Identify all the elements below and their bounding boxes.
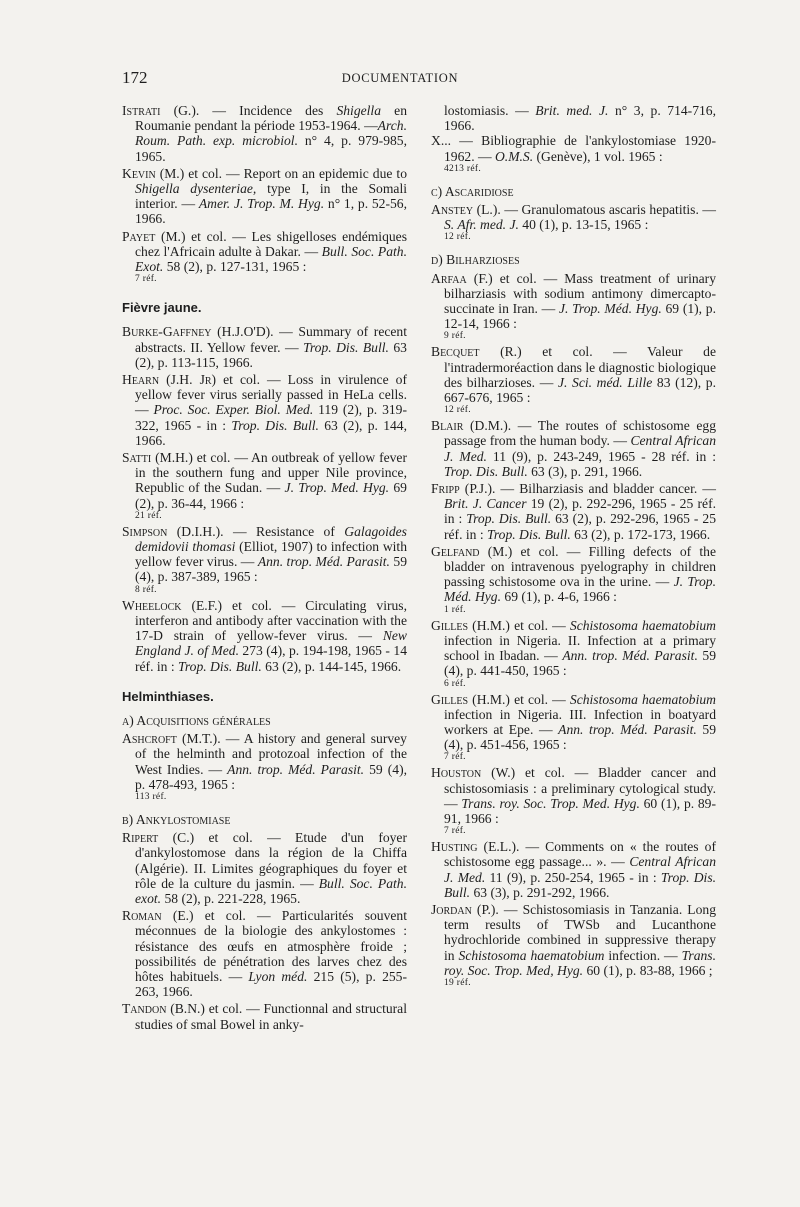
entry-journal: Trop. Dis. Bull. (178, 658, 262, 674)
entry-italic: Schistosoma haematobium (569, 691, 716, 707)
entry-author: Satti (M.H.) (122, 450, 193, 466)
entry-text: et col. — Les shigelloses endémiques chez l'Africain adulte à Dakar. — (135, 228, 408, 259)
entry-text: 63 (3), p. 291, 1966. (527, 463, 643, 479)
entry-text: n° 1, p. 52-56, 1966. (135, 196, 407, 227)
entry-journal: Amer. J. Trop. M. Hyg. (198, 196, 325, 212)
entry-text: et col. — An outbreak of yellow fever in the southern fung and upper Nile province, Republic of the Sudan. — (135, 450, 407, 496)
entry-text: 59 (4), p. 478-493, 1965 : (135, 761, 407, 792)
left-column (122, 103, 407, 1032)
entry-author: Ashcroft (M.T.). (122, 731, 221, 747)
entry-text: 11 (9), p. 243-249, 1965 - 28 réf. in : (486, 448, 716, 464)
entry-text: — Granulomatous ascaris hepatitis. — (500, 202, 717, 218)
page-header (0, 68, 800, 92)
entry-author: Blair (D.M.). (431, 418, 512, 434)
entry-journal: Central African J. Med. (444, 854, 716, 885)
entry-author: Fripp (P.J.). (431, 481, 496, 497)
entry-journal: S. Afr. med. J. (444, 217, 519, 233)
bibliography-entry (122, 324, 407, 370)
entry-text: 273 (4), p. 194-198, 1965 - 14 réf. in : (135, 643, 407, 674)
bibliography-entry (122, 830, 407, 906)
entry-text: lostomiasis. — (444, 103, 536, 118)
entry-author: Houston (W.) (431, 765, 516, 781)
entry-italic: Shigella dysenteriae, (135, 181, 257, 197)
entry-text: 119 (2), p. 319-322, 1965 - in : (135, 402, 407, 433)
entry-text: 60 (1), p. 83-88, 1966 ; (583, 962, 713, 978)
entry-text: 40 (1), p. 13-15, 1965 : (518, 217, 649, 233)
entry-italic: Galagoides demidovii thomasi (135, 523, 407, 555)
entry-journal: Ann. trop. Méd. Parasit. (558, 721, 697, 737)
entry-ref-count: 12 réf. (444, 232, 471, 243)
entry-text: et col. — Bladder cancer and schistosomiasis : a preliminary cytological study. — (444, 765, 716, 811)
entry-journal: Trop. Dis. Bull. (487, 526, 571, 542)
entry-journal: Trop. Dis. Bull. (231, 417, 319, 433)
entry-text: 63 (2), p. 172-173, 1966. (570, 526, 711, 542)
entry-text: 63 (3), p. 291-292, 1966. (470, 884, 610, 900)
bibliography-entry (122, 524, 407, 596)
entry-author: Wheelock (E.F.) (122, 597, 223, 613)
entry-author: Becquet (R.) (431, 344, 522, 360)
entry-text: infection in Nigeria. III. Infection in boatyard workers at Epe. — (444, 706, 716, 737)
section-heading: Fièvre jaune. (122, 300, 202, 316)
entry-text: — Schistosomiasis in Tanzania. Long term results of TWSb and Lucanthone hydrochloride combined in suppressive therapy in (444, 901, 716, 963)
entry-journal: Ann. trop. Méd. Parasit. (227, 761, 365, 777)
bibliography-entry (122, 1001, 407, 1031)
entry-author: Tandon (B.N.) (122, 1001, 205, 1017)
bibliography-entry (431, 344, 716, 416)
entry-journal: J. Trop. Med. Hyg. (284, 480, 390, 496)
entry-text: type I, in the Somali interior. — (135, 181, 407, 212)
entry-author: Roman (E.) (122, 908, 194, 924)
entry-ref-count: 7 réf. (135, 274, 157, 285)
entry-italic: Schistosoma haematobium (569, 617, 716, 633)
entry-ref-count: 12 réf. (444, 405, 471, 416)
entry-text: 69 (2), p. 36-44, 1966 : (135, 480, 407, 511)
entry-author: Gilles (H.M.) (431, 691, 510, 707)
bibliography-entry (122, 731, 407, 803)
entry-journal: Lyon méd. (248, 968, 308, 984)
right-column (431, 103, 716, 989)
entry-text: (Elliot, 1907) to infection with yellow fever virus. — (135, 539, 407, 570)
subsection-heading: c) Ascaridiose (431, 183, 514, 199)
entry-text: 59 (4), p. 451-456, 1965 : (444, 721, 716, 753)
entry-journal: Ann. trop. Méd. Parasit. (562, 648, 698, 664)
entry-text: — Comments on « the routes of schistosome egg passage... ». — (444, 839, 716, 870)
entry-journal: Trans. roy. Soc. Trop. Med, Hyg. (444, 947, 716, 978)
bibliography-entry (431, 839, 716, 900)
entry-ref-count: 9 réf. (444, 331, 466, 342)
bibliography-entry (122, 450, 407, 522)
entry-text: en Roumanie pendant la période 1953-1964. — (135, 103, 408, 134)
entry-text: et col. — Mass treatment of urinary bilharziasis with sodium antimony dimercapto-succinate in Iran. — (444, 270, 716, 317)
bibliography-entry (431, 481, 716, 542)
entry-text: — Summary of recent abstracts. II. Yellow fever. — (135, 324, 407, 355)
entry-journal: Trop. Dis. Bull. (444, 463, 528, 479)
subsection-heading: d) Bilharzioses (431, 252, 520, 268)
bibliography-entry (431, 271, 716, 343)
entry-author: Kevin (M.) (122, 165, 185, 181)
entry-text: 83 (12), p. 667-676, 1965 : (444, 374, 716, 406)
entry-author: Husting (E.L.). (431, 839, 520, 855)
bibliography-entry (431, 202, 716, 243)
entry-text: et col. — Particularités souvent méconnues de la biologie des ankylostomes : résistance des œufs en atmosphère froide ; possibilités de pénétration des larves chez des hôtes habituels. — (135, 908, 407, 984)
entry-italic: Shigella (336, 103, 382, 118)
entry-text: et col. — (509, 617, 570, 633)
entry-text: — The routes of schistosome egg passage from the human body. — (444, 418, 716, 449)
entry-text: et col. — Report on an epidemic due to (184, 165, 407, 181)
bibliography-entry (122, 908, 407, 999)
entry-text: — Bibliographie de l'ankylostomiase 1920-1962. — (444, 133, 716, 164)
entry-journal: Bull. Soc. Path. exot. (135, 875, 407, 906)
entry-text: 19 (2), p. 292-296, 1965 - 25 réf. in : (444, 496, 717, 527)
entry-ref-count: 21 réf. (135, 510, 162, 521)
entry-author: Gilles (H.M.) (431, 617, 510, 633)
entry-author: Payet (M.) (122, 228, 186, 244)
entry-journal: Brit. med. J. (535, 103, 609, 118)
bibliography-entry (431, 418, 716, 479)
entry-text: 59 (4), p. 441-450, 1965 : (444, 648, 717, 679)
entry-text: n° 4, p. 979-985, 1965. (135, 133, 407, 164)
entry-journal: New England J. of Med. (135, 628, 407, 659)
entry-text: et col. — Filling defects of the bladder on intravenous pyelography in children passing schistosome ova in the urine. — (444, 543, 716, 590)
entry-text: et col. — Etude d'un foyer d'ankylostomose dans la région de la Chiffa (Algérie). II. Limites géographiques du foyer et rôle de la culture du jasmin. — (135, 830, 407, 891)
entry-author: Anstey (L.). (431, 202, 501, 218)
entry-text: infection. — (604, 947, 682, 963)
bibliography-entry (431, 765, 716, 837)
page-number: 172 (122, 68, 148, 87)
entry-journal: Trop. Dis. Bull. (303, 339, 389, 355)
entry-ref-count: 7 réf. (444, 826, 466, 837)
section-heading: Helminthiases. (122, 688, 214, 704)
entry-ref-count: 6 réf. (444, 678, 466, 689)
bibliography-entry (122, 229, 407, 286)
entry-text: 63 (2), p. 144-145, 1966. (261, 658, 402, 674)
entry-text: 69 (1), p. 12-14, 1966 : (444, 301, 716, 332)
subsection-heading: b) Ankylostomiase (122, 811, 231, 827)
entry-journal: O.M.S. (494, 148, 534, 164)
entry-journal: Bull. Soc. Path. Exot. (135, 243, 408, 275)
entry-text: 63 (2), p. 113-115, 1966. (135, 339, 407, 370)
running-title: DOCUMENTATION (341, 71, 459, 85)
entry-italic: Schistosoma haematobium (458, 947, 605, 963)
entry-text: 58 (2), p. 221-228, 1965. (161, 890, 301, 906)
entry-author: Hearn (J.H. Jr) (122, 372, 217, 388)
entry-ref-count: 19 réf. (444, 977, 471, 988)
bibliography-entry (122, 166, 407, 227)
entry-journal: J. Sci. méd. Lille (557, 374, 653, 390)
entry-journal: Brit. J. Cancer (444, 496, 527, 512)
entry-text: 63 (2), p. 144, 1966. (135, 417, 407, 448)
entry-ref-count: 4213 réf. (444, 163, 481, 174)
entry-text: 59 (4), p. 387-389, 1965 : (135, 554, 407, 585)
entry-text: — Resistance of (223, 523, 345, 539)
entry-text: 11 (9), p. 250-254, 1965 - in : (485, 869, 661, 885)
entry-author: Ripert (C.) (122, 830, 195, 846)
entry-ref-count: 1 réf. (444, 604, 466, 615)
bibliography-entry (122, 103, 407, 164)
entry-author: Burke-Gaffney (H.J.O'D). (122, 324, 274, 340)
bibliography-entry (122, 372, 407, 448)
entry-text: et col. — (509, 691, 570, 707)
entry-text: — Incidence des (199, 103, 337, 118)
entry-journal: Ann. trop. Méd. Parasit. (257, 554, 390, 570)
entry-author: Jordan (P.). (431, 901, 499, 917)
entry-text: 58 (2), p. 127-131, 1965 : (163, 259, 307, 275)
bibliography-entry (431, 692, 716, 764)
entry-author: Istrati (G.). (122, 103, 200, 118)
entry-text: infection in Nigeria. II. Infection at a primary school in Ibadan. — (444, 632, 716, 664)
entry-author: Gelfand (M.) (431, 543, 513, 559)
entry-journal: Proc. Soc. Exper. Biol. Med. (153, 402, 314, 418)
entry-text: et col. — Functionnal and structural studies of smal Bowel in anky- (135, 1001, 407, 1032)
entry-journal: J. Trop. Méd. Hyg. (444, 574, 716, 605)
entry-text: — A history and general survey of the helminth and protozoal infection of the West Indies. — (135, 731, 407, 777)
entry-ref-count: 8 réf. (135, 584, 157, 595)
bibliography-entry (431, 133, 716, 174)
entry-text: 69 (1), p. 4-6, 1966 : (501, 589, 617, 605)
bibliography-entry (431, 618, 716, 690)
bibliography-entry (431, 902, 716, 989)
entry-text: et col. — Loss in virulence of yellow fever virus serially passed in HeLa cells. — (135, 372, 407, 418)
entry-text: n° 3, p. 714-716, 1966. (444, 103, 716, 134)
entry-text: (Genève), 1 vol. 1965 : (533, 148, 663, 164)
entry-ref-count: 113 réf. (135, 791, 167, 802)
entry-journal: Trop. Dis. Bull. (444, 869, 717, 900)
entry-journal: Trans. roy. Soc. Trop. Med. Hyg. (461, 795, 640, 811)
entry-text: 215 (5), p. 255-263, 1966. (135, 968, 407, 1000)
subsection-heading: a) Acquisitions générales (122, 712, 271, 728)
entry-author: X... (431, 133, 452, 149)
entry-author: Arfaa (F.) (431, 270, 493, 286)
entry-continuation (431, 103, 716, 133)
entry-text: — Bilharziasis and bladder cancer. — (495, 481, 716, 497)
entry-journal: Arch. Roum. Path. exp. microbiol. (135, 118, 407, 149)
entry-journal: Trop. Dis. Bull. (466, 511, 552, 527)
entry-text: 60 (1), p. 89-91, 1966 : (444, 795, 716, 826)
entry-journal: Central African J. Med. (444, 433, 716, 464)
entry-ref-count: 7 réf. (444, 752, 466, 763)
entry-author: Simpson (D.I.H.). (122, 523, 224, 539)
bibliography-entry (431, 544, 716, 616)
entry-journal: J. Trop. Méd. Hyg. (558, 301, 662, 317)
bibliography-entry (122, 598, 407, 674)
entry-text: 63 (2), p. 292-296, 1965 - 25 réf. in : (444, 511, 716, 542)
entry-text: et col. — Circulating virus, interferon and antibody after vaccination with the 17-D strain of yellow-fever virus. — (135, 597, 407, 644)
entry-text: et col. — Valeur de l'intradermoréaction dans le diagnostic biologique des bilharzioses. — (444, 344, 716, 390)
